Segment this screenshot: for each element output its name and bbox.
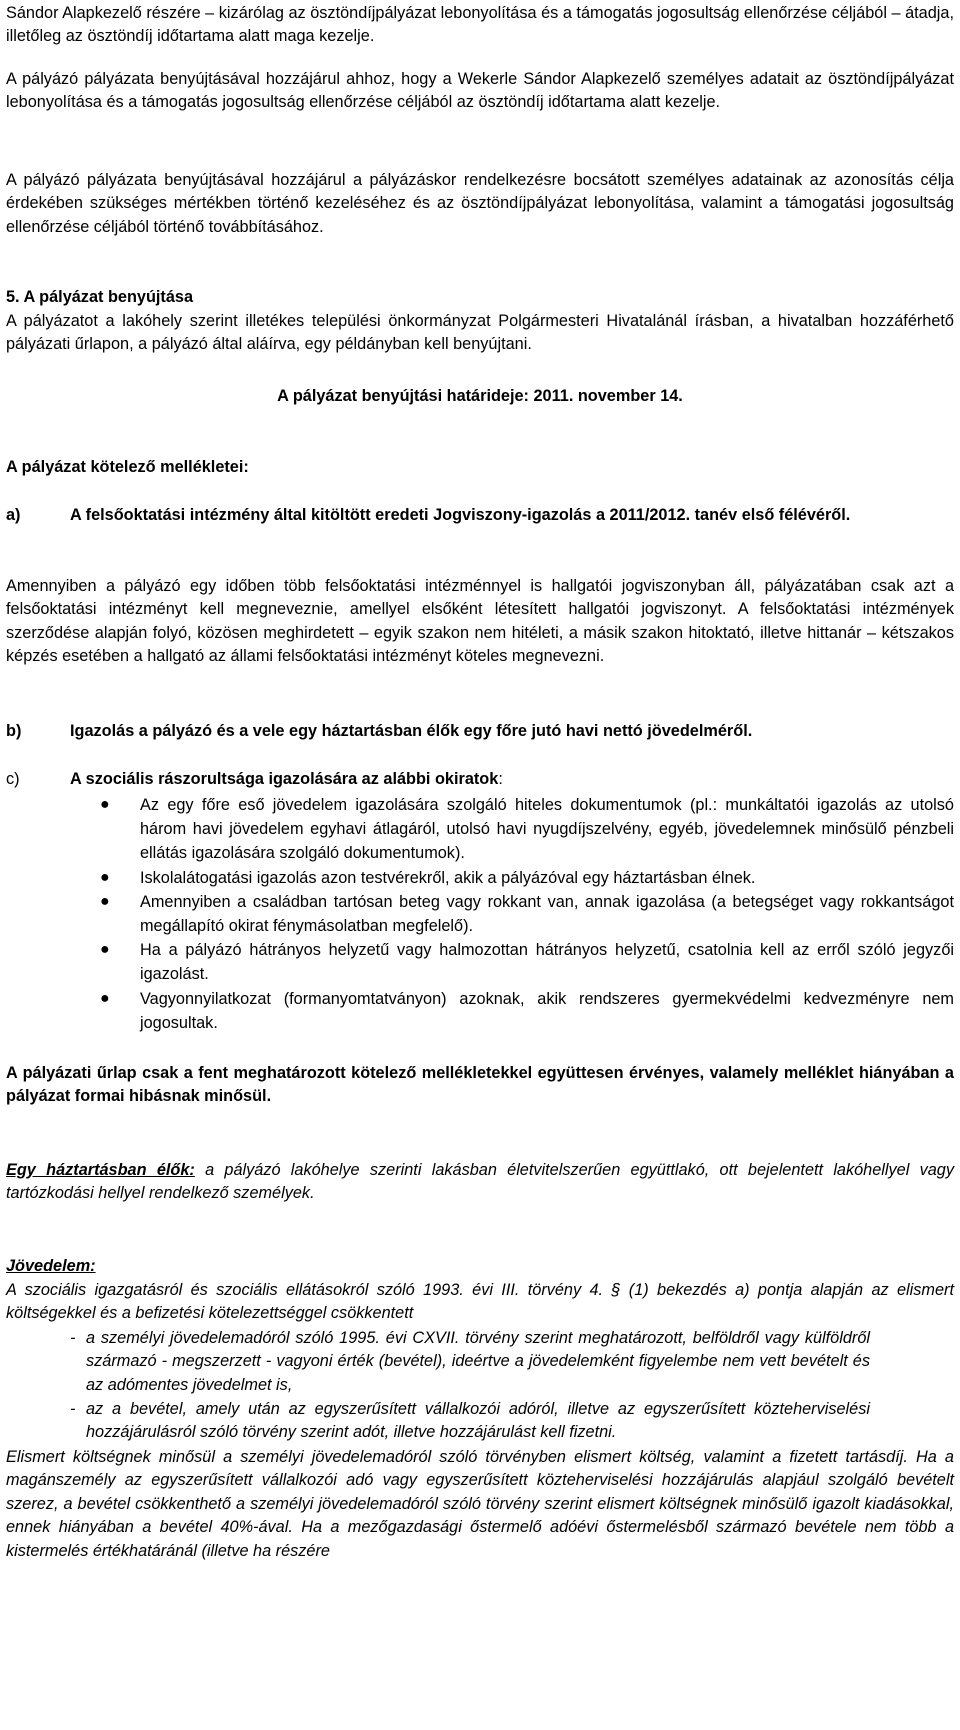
household-term: Egy háztartásban élők: xyxy=(6,1161,195,1179)
household-text: a pályázó lakóhelye szerinti lakásban életvitelszerűen együttlakó, ott bejelentett lakóhellyel vagy tartózkodási hellyel rendelkező személyek. xyxy=(6,1161,954,1203)
validity-note: A pályázati űrlap csak a fent meghatározott kötelező mellékletekkel együttesen érvényes, valamely melléklet hiányában a pályázat formai hibásnak minősül. xyxy=(6,1064,954,1106)
attachment-c-label: c) xyxy=(6,770,20,788)
bullet-icon: ● xyxy=(100,892,110,910)
income-dash-item xyxy=(70,1398,870,1445)
paragraph-data-forwarding: A pályázó pályázata benyújtásával hozzájárul a pályázáskor rendelkezésre bocsátott személyes adatainak az azonosítás célja érdekében szükséges mértékben történő kezeléséhez és az ösztöndíjpályázat lebonyolítása, valamint a támogatási jogosultság ellenőrzése céljából történő továbbításához. xyxy=(6,171,954,236)
attachment-b-title: Igazolás a pályázó és a vele egy háztartásban élők egy főre jutó havi nettó jövedelméről. xyxy=(70,722,753,740)
list-item xyxy=(100,793,954,866)
section-text: A pályázatot a lakóhely szerint illetékes települési önkormányzat Polgármesteri Hivatalánál írásban, a hivatalban hozzáférhető pályázati űrlapon, a pályázó által aláírva, egy példányban kell benyújtani. xyxy=(6,312,954,354)
list-item-text: Ha a pályázó hátrányos helyzetű vagy halmozottan hátrányos helyzetű, csatolnia kell az erről szóló jegyzői igazolást. xyxy=(140,941,954,984)
bullet-icon: ● xyxy=(100,868,110,886)
dash-marker: - xyxy=(70,1329,76,1347)
list-item-text: Vagyonnyilatkozat (formanyomtatványon) azoknak, akik rendszeres gyermekvédelmi kedvezményre nem jogosultak. xyxy=(140,989,954,1032)
list-item xyxy=(100,866,954,890)
attachment-c-title: A szociális rászorultsága igazolására az alábbi okiratok xyxy=(70,770,499,788)
attachment-b-label: b) xyxy=(6,722,22,740)
list-item xyxy=(100,938,954,986)
bullet-icon: ● xyxy=(100,989,110,1007)
attachment-a-note: Amennyiben a pályázó egy időben több felsőoktatási intézménnyel is hallgatói jogviszonyban áll, pályázatában csak azt a felsőoktatási intézményt kell megneveznie, amellyel elsőként létesített hallgatói jogviszonyt. A felsőoktatási intézmények szerződése alapján folyó, közösen meghirdetett – egyik szakon nem hitéleti, a másik szakon hitoktató, illetve hittanár – kétszakos képzés esetében a hallgató az állami felsőoktatási intézményt köteles megnevezni. xyxy=(6,577,954,666)
dash-item-text: az a bevétel, amely után az egyszerűsített vállalkozói adóról, illetve az egyszerűsített közteherviselési hozzájárulásról szóló törvény szerint adót, illetve hozzájárulást kell fizetni. xyxy=(86,1400,870,1442)
dash-item-text: a személyi jövedelemadóról szóló 1995. évi CXVII. törvény szerint meghatározott, belföldről vagy külföldről származó - megszerzett - vagyoni érték (bevétel), ideértve a jövedelemként figyelembe nem vett bevételt és az adómentes jövedelmet is, xyxy=(86,1329,870,1394)
attachment-a-title: A felsőoktatási intézmény által kitöltött eredeti Jogviszony-igazolás a 2011/2012. tanév első félévéről. xyxy=(70,506,851,524)
list-item-text: Iskolalátogatási igazolás azon testvérekről, akik a pályázóval egy háztartásban élnek. xyxy=(140,868,756,887)
attachment-a xyxy=(6,504,954,527)
attachment-c xyxy=(6,768,954,791)
attachments-heading: A pályázat kötelező mellékletei: xyxy=(6,458,249,476)
income-closing: Elismert költségnek minősül a személyi jövedelemadóról szóló törvényben elismert költség, valamint a fizetett tartásdíj. Ha a magánszemély az egyszerűsített vállalkozói adó vagy egyszerűsített közteherviselési hozzájárulás alapjául szolgáló bevételt szerez, a bevétel csökkenthető a személyi jövedelemadóról szóló törvény szerint elismert költségnek minősülő igazolt kiadásokkal, ennek hiányában a bevétel 40%-ával. Ha a mezőgazdasági őstermelő adóévi őstermelésből származó bevétele nem több a kistermelés értékhatáránál (illetve ha részére xyxy=(6,1448,954,1560)
paragraph-data-transfer: Sándor Alapkezelő részére – kizárólag az ösztöndíjpályázat lebonyolítása és a támogatás jogosultság ellenőrzése céljából – átadja, illetőleg az ösztöndíj időtartama alatt maga kezelje. xyxy=(6,4,954,46)
deadline: A pályázat benyújtási határideje: 2011. november 14. xyxy=(277,387,683,405)
attachment-c-list xyxy=(100,793,954,1035)
list-item-text: Amennyiben a családban tartósan beteg vagy rokkant van, annak igazolása (a betegséget vagy rokkantságot megállapító okirat fénymásolatban megfelelő). xyxy=(140,892,954,936)
attachment-c-colon: : xyxy=(498,770,503,788)
list-item-text: Az egy főre eső jövedelem igazolására szolgáló hiteles dokumentumok (pl.: munkáltatói igazolás az utolsó három havi jövedelem egyhavi átlagáról, utolsó havi nyugdíjszelvény, egyéb, jövedelemnek minősülő pénzbeli ellátás igazolására szolgáló dokumentumok). xyxy=(140,796,954,863)
section-heading: 5. A pályázat benyújtása xyxy=(6,288,194,306)
dash-marker: - xyxy=(70,1400,76,1418)
attachment-a-label: a) xyxy=(6,506,21,524)
list-item xyxy=(100,890,954,938)
household-definition xyxy=(6,1159,954,1206)
paragraph-data-consent: A pályázó pályázata benyújtásával hozzájárul ahhoz, hogy a Wekerle Sándor Alapkezelő személyes adatait az ösztöndíjpályázat lebonyolítása és a támogatás jogosultság ellenőrzése céljából az ösztöndíj időtartama alatt kezelje. xyxy=(6,70,954,112)
income-heading: Jövedelem: xyxy=(6,1257,96,1275)
bullet-icon: ● xyxy=(100,941,110,959)
income-intro: A szociális igazgatásról és szociális ellátásokról szóló 1993. évi III. törvény 4. § (1) bekezdés a) pontja alapján az elismert költségekkel és a befizetési kötelezettséggel csökkentett xyxy=(6,1281,954,1323)
attachment-b xyxy=(6,720,954,743)
list-item xyxy=(100,987,954,1035)
income-dash-item xyxy=(70,1327,870,1397)
bullet-icon: ● xyxy=(100,796,110,813)
